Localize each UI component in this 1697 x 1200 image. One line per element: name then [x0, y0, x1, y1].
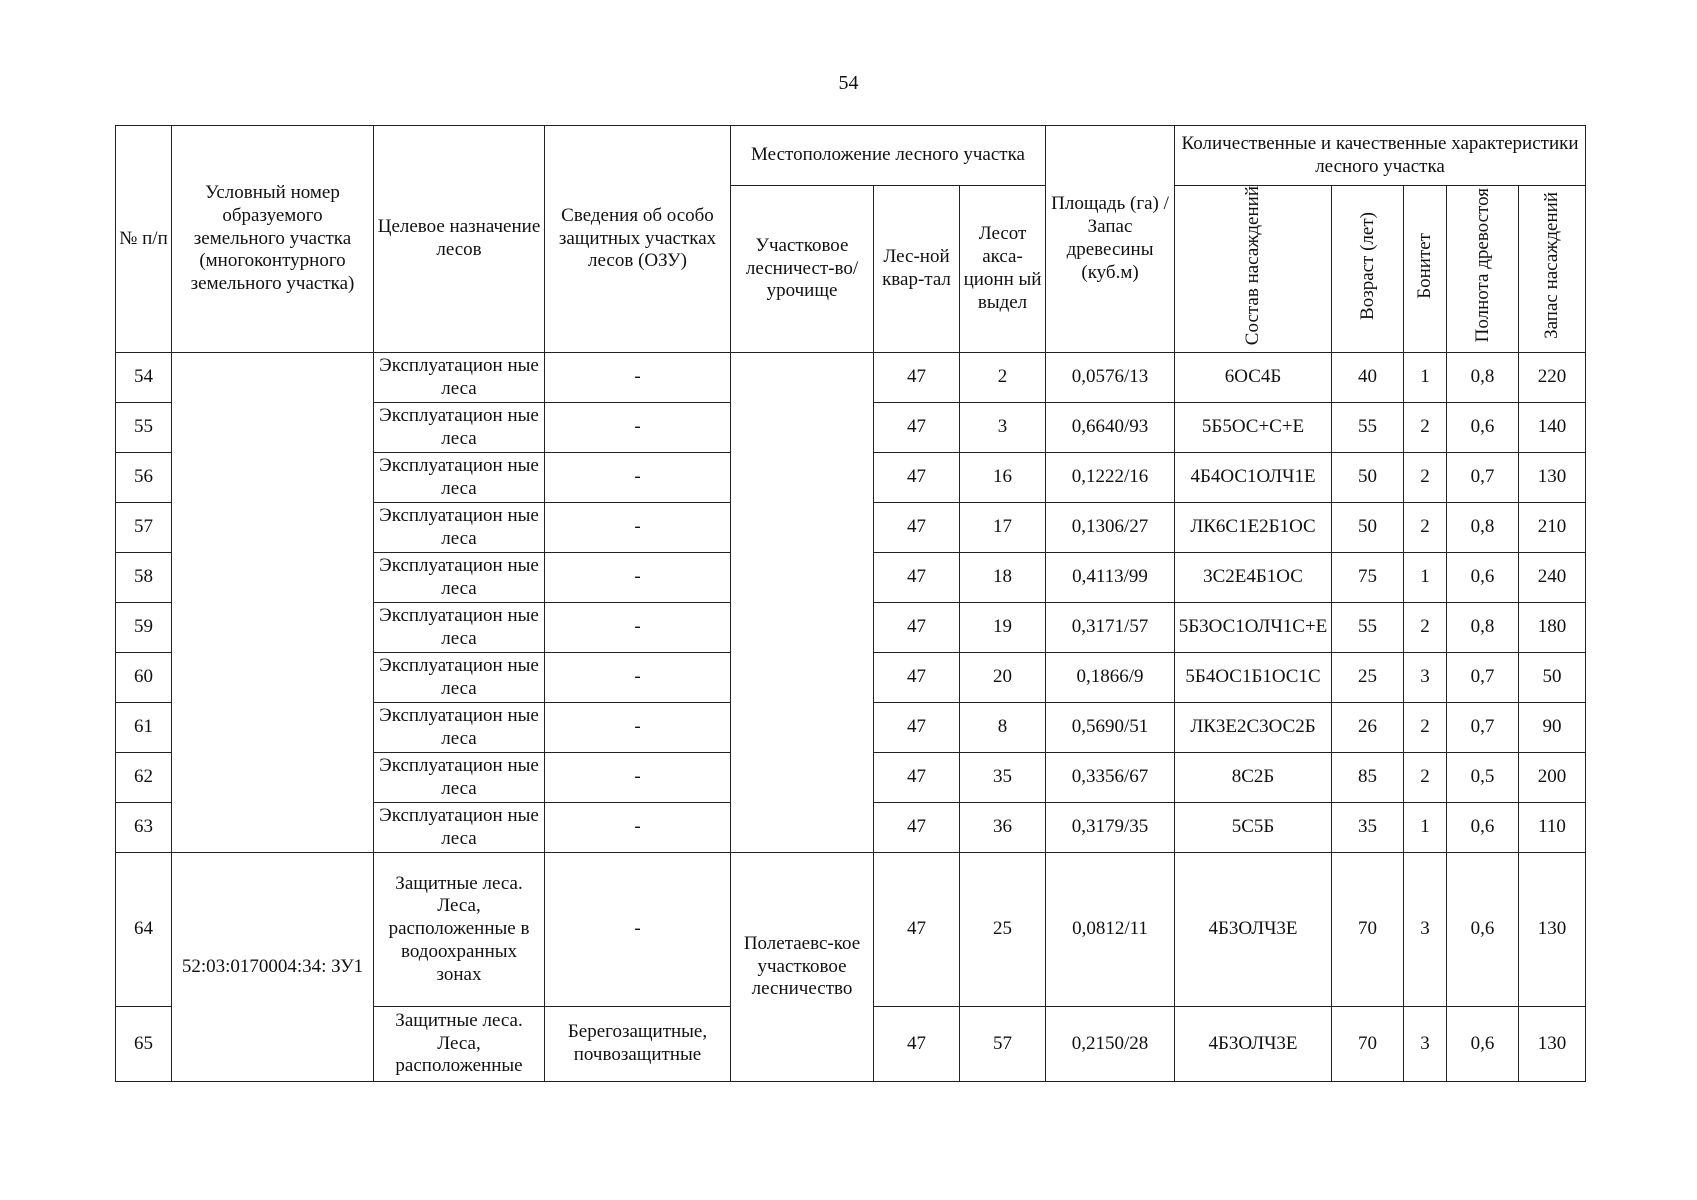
cell-ozu: -	[545, 503, 731, 553]
cell-area: 0,4113/99	[1046, 553, 1175, 603]
cell-stock: 130	[1519, 453, 1586, 503]
cell-density: 0,6	[1447, 1007, 1519, 1082]
cell-quarter: 47	[874, 603, 960, 653]
cell-quarter: 47	[874, 453, 960, 503]
cell-allotment: 57	[960, 1007, 1046, 1082]
cell-num: 63	[116, 803, 172, 853]
header-forestry: Участковое лесничест-во/урочище	[731, 186, 874, 353]
cell-density: 0,7	[1447, 703, 1519, 753]
cell-area: 0,1866/9	[1046, 653, 1175, 703]
cell-age: 25	[1332, 653, 1404, 703]
table-row	[116, 853, 1586, 1007]
cell-purpose: Эксплуатацион ные леса	[374, 803, 545, 853]
cell-composition: 5Б3ОС1ОЛЧ1С+Е	[1175, 603, 1332, 653]
cell-ozu: -	[545, 653, 731, 703]
cell-purpose: Защитные леса. Леса, расположенные	[374, 1007, 545, 1082]
header-location: Местоположение лесного участка	[731, 126, 1046, 186]
cell-purpose: Защитные леса. Леса, расположенные в водоохранных зонах	[374, 853, 545, 1007]
cell-forestry: Полетаевс-кое участковое лесничество	[731, 853, 874, 1082]
header-stock: Запас насаждений	[1541, 192, 1563, 340]
cell-composition: ЛК6С1Е2Б1ОС	[1175, 503, 1332, 553]
cell-area: 0,1222/16	[1046, 453, 1175, 503]
header-density: Полнота древостоя	[1471, 188, 1493, 343]
cell-ozu: -	[545, 703, 731, 753]
cell-stock: 240	[1519, 553, 1586, 603]
cell-age: 55	[1332, 603, 1404, 653]
cell-bonitet: 2	[1404, 703, 1447, 753]
cell-density: 0,8	[1447, 603, 1519, 653]
forest-plots-table	[115, 125, 1586, 1082]
header-ozu: Сведения об особо защитных участках лесов (ОЗУ)	[545, 126, 731, 353]
cell-area: 0,3179/35	[1046, 803, 1175, 853]
cell-num: 61	[116, 703, 172, 753]
header-bonitet: Бонитет	[1414, 232, 1436, 299]
header-area: Площадь (га) / Запас древесины (куб.м)	[1046, 126, 1175, 353]
cell-quarter: 47	[874, 403, 960, 453]
table-body	[116, 353, 1586, 1082]
cell-bonitet: 2	[1404, 503, 1447, 553]
cell-stock: 200	[1519, 753, 1586, 803]
cell-cond-number: 52:03:0170004:34: ЗУ1	[172, 853, 374, 1082]
cell-composition: 5С5Б	[1175, 803, 1332, 853]
cell-bonitet: 1	[1404, 353, 1447, 403]
cell-ozu: -	[545, 803, 731, 853]
cell-composition: 4Б4ОС1ОЛЧ1Е	[1175, 453, 1332, 503]
cell-density: 0,8	[1447, 503, 1519, 553]
cell-purpose: Эксплуатацион ные леса	[374, 603, 545, 653]
cell-allotment: 8	[960, 703, 1046, 753]
cell-forestry-empty	[731, 353, 874, 853]
cell-area: 0,3171/57	[1046, 603, 1175, 653]
cell-area: 0,1306/27	[1046, 503, 1175, 553]
cell-allotment: 18	[960, 553, 1046, 603]
cell-age: 35	[1332, 803, 1404, 853]
cell-density: 0,6	[1447, 553, 1519, 603]
cell-density: 0,8	[1447, 353, 1519, 403]
cell-area: 0,3356/67	[1046, 753, 1175, 803]
cell-age: 75	[1332, 553, 1404, 603]
cell-stock: 110	[1519, 803, 1586, 853]
table-row	[116, 353, 1586, 403]
cell-area: 0,6640/93	[1046, 403, 1175, 453]
cell-composition: 8С2Б	[1175, 753, 1332, 803]
page-number: 54	[838, 72, 859, 94]
header-composition-cell	[1175, 186, 1332, 353]
cell-bonitet: 3	[1404, 853, 1447, 1007]
cell-composition: 4Б3ОЛЧ3Е	[1175, 853, 1332, 1007]
cell-quarter: 47	[874, 353, 960, 403]
header-allotment: Лесот акса-ционн ый выдел	[960, 186, 1046, 353]
header-density-cell	[1447, 186, 1519, 353]
cell-density: 0,7	[1447, 453, 1519, 503]
cell-ozu: -	[545, 353, 731, 403]
cell-age: 85	[1332, 753, 1404, 803]
cell-area: 0,0812/11	[1046, 853, 1175, 1007]
cell-stock: 180	[1519, 603, 1586, 653]
cell-num: 64	[116, 853, 172, 1007]
cell-composition: 6ОС4Б	[1175, 353, 1332, 403]
cell-stock: 140	[1519, 403, 1586, 453]
cell-allotment: 20	[960, 653, 1046, 703]
cell-density: 0,6	[1447, 803, 1519, 853]
cell-ozu: -	[545, 453, 731, 503]
cell-num: 56	[116, 453, 172, 503]
cell-composition: 4Б3ОЛЧ3Е	[1175, 1007, 1332, 1082]
cell-age: 50	[1332, 453, 1404, 503]
cell-density: 0,6	[1447, 403, 1519, 453]
cell-ozu: -	[545, 403, 731, 453]
cell-num: 60	[116, 653, 172, 703]
cell-bonitet: 1	[1404, 553, 1447, 603]
cell-age: 26	[1332, 703, 1404, 753]
cell-quarter: 47	[874, 503, 960, 553]
header-age-cell	[1332, 186, 1404, 353]
cell-bonitet: 2	[1404, 453, 1447, 503]
cell-stock: 220	[1519, 353, 1586, 403]
cell-quarter: 47	[874, 553, 960, 603]
cell-quarter: 47	[874, 653, 960, 703]
header-num: № п/п	[116, 126, 172, 353]
cell-num: 58	[116, 553, 172, 603]
cell-area: 0,5690/51	[1046, 703, 1175, 753]
cell-bonitet: 3	[1404, 1007, 1447, 1082]
cell-bonitet: 2	[1404, 603, 1447, 653]
cell-num: 54	[116, 353, 172, 403]
cell-ozu: -	[545, 603, 731, 653]
cell-quarter: 47	[874, 753, 960, 803]
cell-quarter: 47	[874, 803, 960, 853]
cell-purpose: Эксплуатацион ные леса	[374, 703, 545, 753]
cell-purpose: Эксплуатацион ные леса	[374, 753, 545, 803]
cell-density: 0,5	[1447, 753, 1519, 803]
cell-bonitet: 3	[1404, 653, 1447, 703]
cell-allotment: 16	[960, 453, 1046, 503]
cell-num: 57	[116, 503, 172, 553]
header-composition: Состав насаждений	[1242, 186, 1264, 346]
cell-age: 70	[1332, 1007, 1404, 1082]
cell-composition: 3С2Е4Б1ОС	[1175, 553, 1332, 603]
header-quarter: Лес-ной квар-тал	[874, 186, 960, 353]
cell-num: 62	[116, 753, 172, 803]
cell-allotment: 25	[960, 853, 1046, 1007]
cell-allotment: 35	[960, 753, 1046, 803]
cell-quarter: 47	[874, 1007, 960, 1082]
cell-num: 65	[116, 1007, 172, 1082]
cell-allotment: 3	[960, 403, 1046, 453]
cell-allotment: 36	[960, 803, 1046, 853]
cell-purpose: Эксплуатацион ные леса	[374, 503, 545, 553]
cell-allotment: 17	[960, 503, 1046, 553]
cell-composition: 5Б4ОС1Б1ОС1С	[1175, 653, 1332, 703]
header-age: Возраст (лет)	[1356, 211, 1378, 320]
cell-area: 0,2150/28	[1046, 1007, 1175, 1082]
cell-ozu: Берегозащитные, почвозащитные	[545, 1007, 731, 1082]
header-bonitet-cell	[1404, 186, 1447, 353]
cell-bonitet: 1	[1404, 803, 1447, 853]
cell-purpose: Эксплуатацион ные леса	[374, 403, 545, 453]
cell-stock: 210	[1519, 503, 1586, 553]
cell-cond-number-empty	[172, 353, 374, 853]
cell-composition: ЛК3Е2С3ОС2Б	[1175, 703, 1332, 753]
cell-num: 59	[116, 603, 172, 653]
cell-num: 55	[116, 403, 172, 453]
cell-ozu: -	[545, 853, 731, 1007]
cell-density: 0,6	[1447, 853, 1519, 1007]
cell-purpose: Эксплуатацион ные леса	[374, 653, 545, 703]
cell-age: 40	[1332, 353, 1404, 403]
header-stock-cell	[1519, 186, 1586, 353]
cell-stock: 130	[1519, 853, 1586, 1007]
cell-composition: 5Б5ОС+С+Е	[1175, 403, 1332, 453]
cell-bonitet: 2	[1404, 753, 1447, 803]
cell-stock: 90	[1519, 703, 1586, 753]
cell-quarter: 47	[874, 853, 960, 1007]
cell-quarter: 47	[874, 703, 960, 753]
cell-stock: 130	[1519, 1007, 1586, 1082]
cell-bonitet: 2	[1404, 403, 1447, 453]
cell-area: 0,0576/13	[1046, 353, 1175, 403]
header-characteristics: Количественные и качественные характеристики лесного участка	[1175, 126, 1586, 186]
cell-purpose: Эксплуатацион ные леса	[374, 553, 545, 603]
cell-age: 55	[1332, 403, 1404, 453]
cell-density: 0,7	[1447, 653, 1519, 703]
cell-allotment: 2	[960, 353, 1046, 403]
header-purpose: Целевое назначение лесов	[374, 126, 545, 353]
cell-age: 50	[1332, 503, 1404, 553]
cell-allotment: 19	[960, 603, 1046, 653]
cell-ozu: -	[545, 553, 731, 603]
cell-ozu: -	[545, 753, 731, 803]
cell-stock: 50	[1519, 653, 1586, 703]
cell-purpose: Эксплуатацион ные леса	[374, 353, 545, 403]
cell-purpose: Эксплуатацион ные леса	[374, 453, 545, 503]
header-cond-number: Условный номер образуемого земельного участка (многоконтурного земельного участка)	[172, 126, 374, 353]
cell-age: 70	[1332, 853, 1404, 1007]
